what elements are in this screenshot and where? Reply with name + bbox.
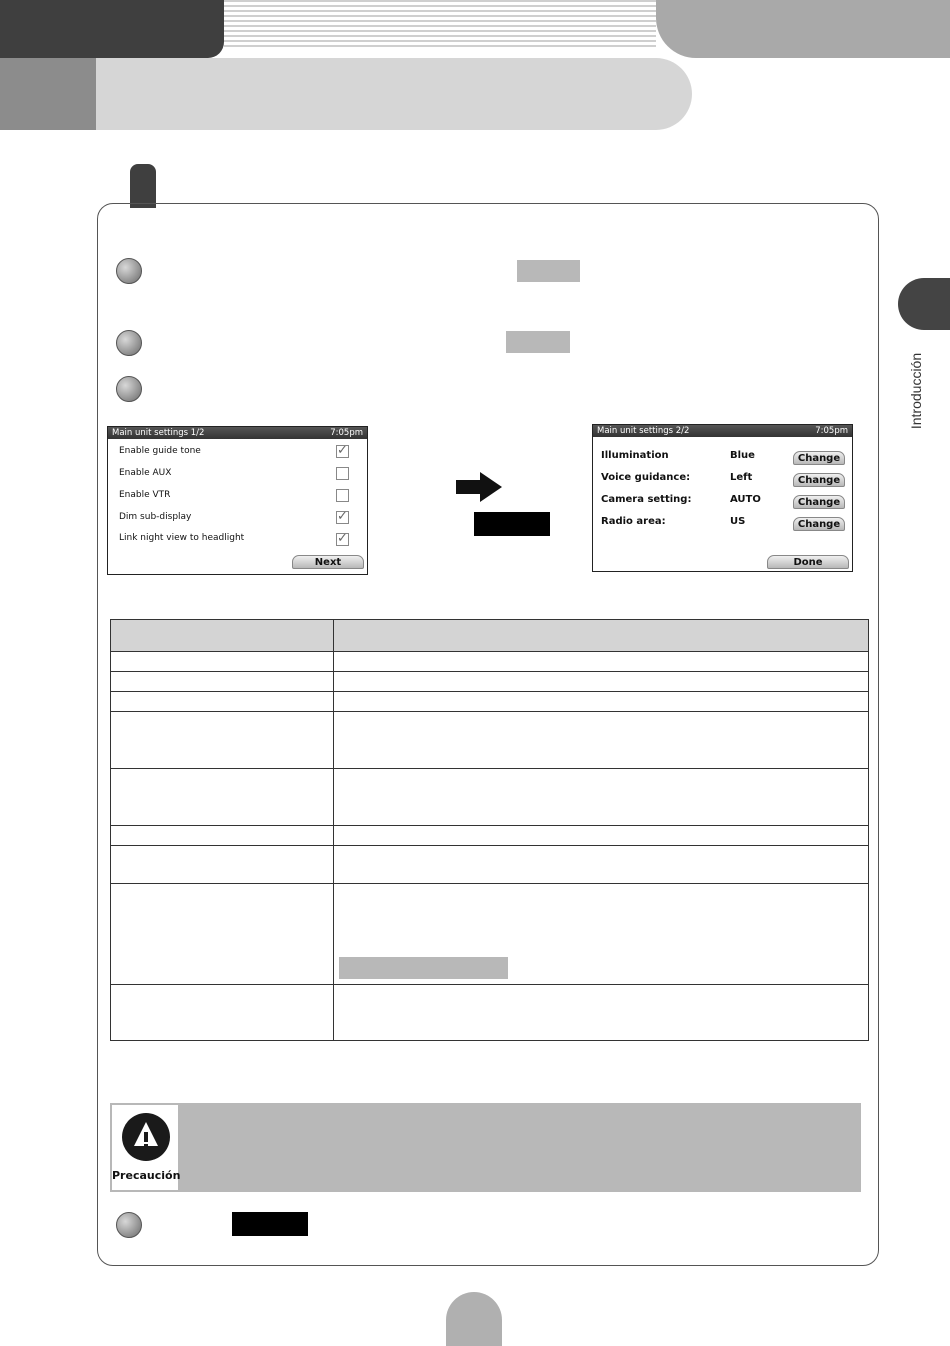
- step-2-circle: [116, 330, 142, 356]
- screen-2-row-label: Camera setting:: [601, 494, 692, 505]
- screen-2-row-value: Left: [730, 472, 753, 483]
- screen-2-title: Main unit settings 2/2: [597, 426, 690, 436]
- table-row: [111, 712, 869, 769]
- check-mark-icon: ✓: [337, 531, 348, 546]
- header-dark-block: [0, 0, 224, 58]
- screen-1-row-label: Dim sub-display: [119, 512, 192, 522]
- arrow-right-icon: [456, 480, 482, 494]
- screen-1-title-bar: [108, 427, 367, 439]
- change-camera-setting-button[interactable]: Change: [793, 495, 845, 509]
- next-key-highlight: [474, 512, 550, 536]
- table-cell: [334, 985, 869, 1041]
- table-row: [111, 884, 869, 985]
- table-row: [111, 985, 869, 1041]
- screen-1-time: 7:05pm: [330, 428, 363, 438]
- step-4-circle: [116, 1212, 142, 1238]
- screen-2-row-label: Illumination: [601, 450, 669, 461]
- settings-table: [110, 619, 869, 1041]
- section-tab: [130, 164, 156, 208]
- side-tab-label: Introducción: [908, 352, 924, 430]
- step-2-key-highlight: [506, 331, 570, 353]
- screen-2-title-bar: [593, 425, 852, 437]
- step-3-circle: [116, 376, 142, 402]
- screen-2-row-label: Radio area:: [601, 516, 666, 527]
- screen-settings-2: [592, 424, 853, 572]
- table-cell: [334, 826, 869, 846]
- screen-2-row-value: AUTO: [730, 494, 761, 505]
- header-stripes: [224, 0, 656, 48]
- checkbox-guide-tone[interactable]: [336, 445, 349, 458]
- screen-2-time: 7:05pm: [815, 426, 848, 436]
- title-band: [96, 58, 692, 130]
- table-header-cell: [111, 620, 334, 652]
- screen-1-row-label: Enable AUX: [119, 468, 172, 478]
- caution-label: Precaución: [112, 1169, 181, 1182]
- table-cell: [334, 692, 869, 712]
- table-cell: [111, 672, 334, 692]
- change-voice-guidance-button[interactable]: Change: [793, 473, 845, 487]
- warning-icon: [122, 1113, 170, 1161]
- table-row: [111, 692, 869, 712]
- screen-1-row-label: Enable VTR: [119, 490, 171, 500]
- screen-2-row-label: Voice guidance:: [601, 472, 691, 483]
- table-cell: [334, 652, 869, 672]
- caution-box: [110, 1103, 861, 1192]
- change-radio-area-button[interactable]: Change: [793, 517, 845, 531]
- title-band-square: [0, 58, 96, 130]
- table-cell: [334, 769, 869, 826]
- table-cell: [111, 985, 334, 1041]
- screen-2-row-value: US: [730, 516, 746, 527]
- table-row: [111, 846, 869, 884]
- done-button[interactable]: Done: [767, 555, 849, 569]
- table-row: [111, 652, 869, 672]
- cell-key-highlight: [339, 957, 508, 979]
- table-cell: [111, 652, 334, 672]
- table-header-row: [111, 620, 869, 652]
- checkbox-night-view[interactable]: [336, 533, 349, 546]
- screen-1-row-label: Link night view to headlight: [119, 533, 245, 543]
- table-cell: [334, 884, 869, 985]
- screen-2-row-value: Blue: [730, 450, 755, 461]
- table-cell: [111, 826, 334, 846]
- table-row: [111, 769, 869, 826]
- header-right-block: [656, 0, 950, 58]
- step-4-key-highlight: [232, 1212, 308, 1236]
- checkbox-dim-sub-display[interactable]: [336, 511, 349, 524]
- table-cell: [334, 712, 869, 769]
- step-1-key-highlight: [517, 260, 580, 282]
- table-cell: [111, 884, 334, 985]
- checkbox-vtr[interactable]: [336, 489, 349, 502]
- checkbox-aux[interactable]: [336, 467, 349, 480]
- caution-icon-panel: [110, 1103, 180, 1192]
- table-cell: [334, 672, 869, 692]
- table-header-cell: [334, 620, 869, 652]
- arrow-head-icon: [480, 472, 502, 502]
- check-mark-icon: ✓: [337, 443, 348, 458]
- next-button[interactable]: Next: [292, 555, 364, 569]
- table-cell: [111, 712, 334, 769]
- table-row: [111, 672, 869, 692]
- step-1-circle: [116, 258, 142, 284]
- screen-1-title: Main unit settings 1/2: [112, 428, 205, 438]
- side-tab-marker: [898, 278, 950, 330]
- screen-1-row-label: Enable guide tone: [119, 446, 201, 456]
- table-cell: [111, 692, 334, 712]
- check-mark-icon: ✓: [337, 509, 348, 524]
- screen-settings-1: [107, 426, 368, 575]
- table-cell: [111, 846, 334, 884]
- table-cell: [111, 769, 334, 826]
- page-number-tab: [446, 1292, 502, 1346]
- change-illumination-button[interactable]: Change: [793, 451, 845, 465]
- table-cell: [334, 846, 869, 884]
- table-row: [111, 826, 869, 846]
